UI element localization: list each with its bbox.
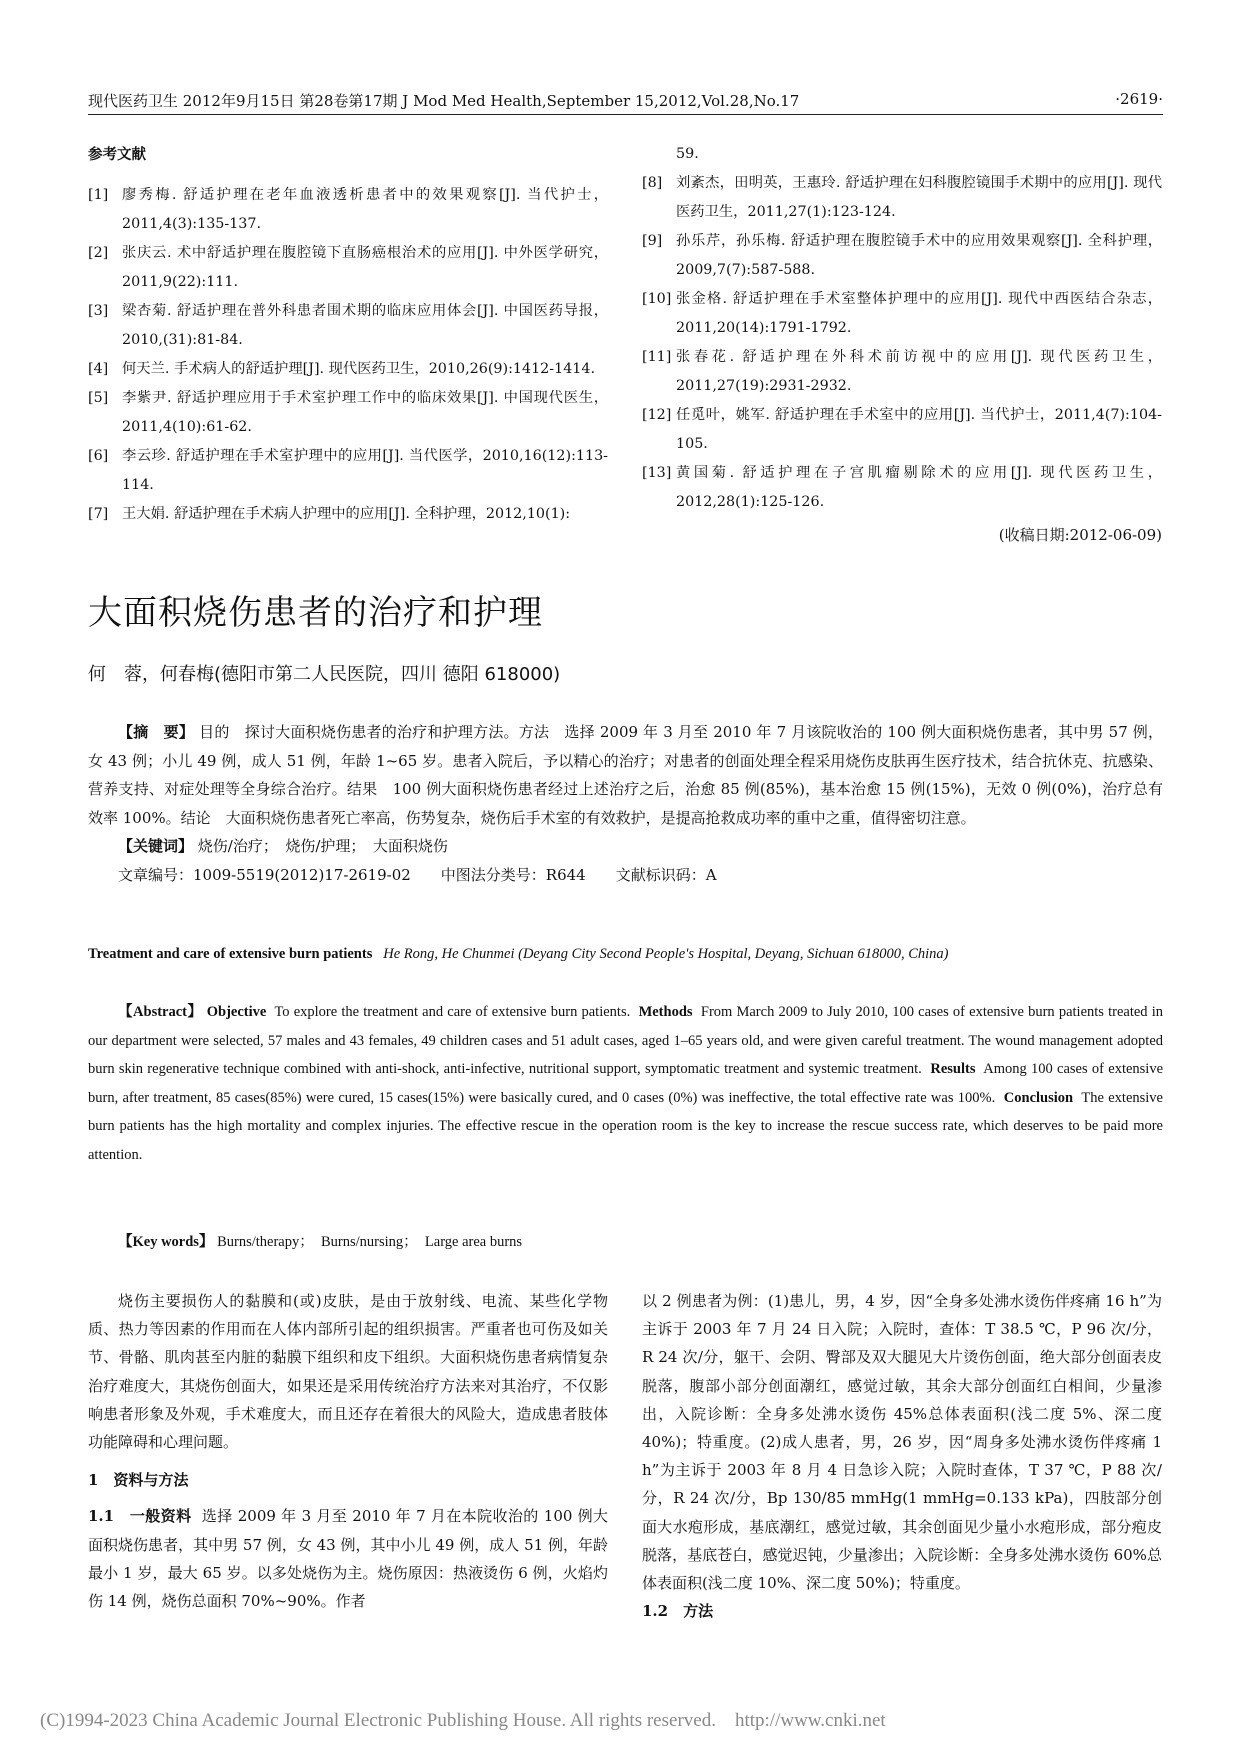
reference-number: [4] [88, 361, 109, 377]
reference-number: [9] [642, 233, 663, 249]
reference-item [88, 355, 608, 384]
reference-text: 梁杏菊. 舒适护理在普外科患者围术期的临床应用体会[J]. 中国医药导报，2010,(31):81-84. [122, 303, 608, 348]
reference-text: 任觅叶，姚军. 舒适护理在手术室中的应用[J]. 当代护士，2011,4(7):104-105. [676, 407, 1162, 452]
english-abstract-label: 【Abstract】 [118, 1004, 203, 1020]
english-keywords-label: 【Key words】 [118, 1234, 214, 1250]
page-number: ·2619· [1115, 90, 1163, 108]
case-paragraph: 以 2 例患者为例：(1)患儿，男，4 岁，因“全身多处沸水烫伤伴疼痛 16 h”为主诉于 2003 年 7 月 24 日入院；入院时，查体：T 38.5 ℃，P 96 次/分，R 24 次/分，躯干、会阴、臀部及双大腿见大片烫伤创面，绝大部分创面表皮脱落，腹部小部分创面潮红，感觉过敏，其余大部分创面红白相间，少量渗出，入院诊断：全身多处沸水烫伤 45%总体表面积(浅二度 5%、深二度 40%)；特重度。(2)成人患者，男，26 岁，因“周身多处沸水烫伤伴疼痛 1 h”为主诉于 2003 年 8 月 4 日急诊入院；入院时查体，T 37 ℃，P 88 次/分，R 24 次/分，Bp 130/85 mmHg(1 mmHg=0.133 kPa)，四肢部分创面大水疱形成，基底潮红，感觉过敏，其余创面见少量小水疱形成，部分疱皮脱落，基底苍白，感觉迟钝，少量渗出；入院诊断：全身多处沸水烫伤 60%总体表面积(浅二度 10%、深二度 50%)；特重度。 [642, 1292, 1162, 1593]
references-title: 参考文献 [88, 146, 146, 163]
reference-item [642, 227, 1162, 285]
reference-number: [1] [88, 187, 109, 203]
keywords-label: 【关键词】 [118, 837, 194, 855]
abstract-paragraph [88, 718, 1163, 832]
subsection-1-1 [88, 1502, 608, 1615]
reference-text: 刘紊杰，田明英，王惠玲. 舒适护理在妇科腹腔镜围手术期中的应用[J]. 现代医药卫生，2011,27(1):123-124. [676, 175, 1162, 220]
results-label: Results [930, 1061, 976, 1077]
reference-number: [10] [642, 291, 672, 307]
reference-text: 张庆云. 术中舒适护理在腹腔镜下直肠癌根治术的应用[J]. 中外医学研究，2011,9(22):111. [122, 245, 608, 290]
reference-number: [5] [88, 390, 109, 406]
meta-line: 文章编号：1009-5519(2012)17-2619-02 中图法分类号：R644 文献标识码：A [118, 865, 717, 884]
reference-text: 张金格. 舒适护理在手术室整体护理中的应用[J]. 现代中西医结合杂志，2011,20(14):1791-1792. [676, 291, 1162, 336]
reference-text: 李云珍. 舒适护理在手术室护理中的应用[J]. 当代医学，2010,16(12):113-114. [122, 448, 608, 493]
article-authors: 何 蓉，何春梅(德阳市第二人民医院，四川 德阳 618000) [88, 664, 561, 685]
reference-item [642, 285, 1162, 343]
section-heading: 1 资料与方法 [88, 1471, 189, 1490]
reference-number: [12] [642, 407, 672, 423]
subsection-1-2: 1.2 方法 [642, 1602, 714, 1621]
conclusion-label: Conclusion [1003, 1089, 1074, 1106]
reference-item [88, 384, 608, 442]
reference-text: 王大娟. 舒适护理在手术病人护理中的应用[J]. 全科护理，2012,10(1): [122, 506, 571, 522]
english-keywords-text: Burns/therapy； Burns/nursing； Large area burns [217, 1234, 523, 1250]
reference-item [642, 169, 1162, 227]
reference-item [88, 297, 608, 355]
reference-text: 孙乐芹，孙乐梅. 舒适护理在腹腔镜手术中的应用效果观察[J]. 全科护理，2009,7(7):587-588. [676, 233, 1162, 278]
body-left-column [88, 1287, 608, 1615]
keywords-text: 烧伤/治疗； 烧伤/护理； 大面积烧伤 [197, 837, 448, 855]
english-header [88, 940, 1163, 969]
english-keywords [88, 1228, 1163, 1257]
references-right-column [642, 140, 1162, 550]
header-rule [88, 114, 1163, 115]
reference-number: [13] [642, 465, 672, 481]
references-left-column [88, 140, 608, 529]
reference-text: 黄国菊. 舒适护理在子宫肌瘤剔除术的应用[J]. 现代医药卫生，2012,28(1):125-126. [676, 465, 1162, 510]
reference-item [88, 500, 608, 529]
conclusion-text: The extensive burn patients has the high mortality and complex injuries. The effective rescue in the operation room is the key to increase the rescue success rate, which deserves to be paid more attention. [88, 1089, 1163, 1163]
objective-label: Objective [206, 1004, 267, 1020]
reference-item [88, 442, 608, 500]
english-authors: He Rong, He Chunmei (Deyang City Second People's Hospital, Deyang, Sichuan 618000, China) [383, 946, 949, 962]
reference-continuation: 59. [676, 146, 699, 162]
running-header [88, 90, 1163, 111]
english-title: Treatment and care of extensive burn patients [88, 946, 373, 962]
reference-number: [6] [88, 448, 109, 464]
reference-item [88, 181, 608, 239]
reference-item [88, 239, 608, 297]
received-date: (收稿日期:2012-06-09) [998, 526, 1162, 544]
reference-text: 何天兰. 手术病人的舒适护理[J]. 现代医药卫生，2010,26(9):1412-1414. [122, 361, 596, 377]
methods-text: From March 2009 to July 2010, 100 cases of extensive burn patients treated in our department were selected, 57 males and 43 females, 49 children cases and 51 adult cases, aged 1–65 years old, and were given careful treatment. The wound management adopted burn skin regenerative technique combined with anti-shock, anti-infective, nutritional support, symptomatic treatment and systemic treatment. [88, 1004, 1164, 1077]
copyright-footer: (C)1994-2023 China Academic Journal Electronic Publishing House. All rights reserved. http://www.cnki.net [40, 1710, 886, 1731]
reference-item [642, 343, 1162, 401]
reference-text: 廖秀梅. 舒适护理在老年血液透析患者中的效果观察[J]. 当代护士，2011,4(3):135-137. [122, 187, 608, 232]
reference-text: 李紫尹. 舒适护理应用于手术室护理工作中的临床效果[J]. 中国现代医生，2011,4(10):61-62. [122, 390, 608, 435]
reference-item [642, 401, 1162, 459]
article-title: 大面积烧伤患者的治疗和护理 [88, 593, 543, 633]
reference-number: [11] [642, 349, 672, 365]
abstract-text: 目的 探讨大面积烧伤患者的治疗和护理方法。方法 选择 2009 年 3 月至 2010 年 7 月该院收治的 100 例大面积烧伤患者，其中男 57 例，女 43 例；小儿 49 例，成人 51 例，年龄 1~65 岁。患者入院后，予以精心的治疗；对患者的创面处理全程采用烧伤皮肤再生医疗技术，结合抗休克、抗感染、营养支持、对症处理等全身综合治疗。结果 100 例大面积烧伤患者经过上述治疗之后，治愈 85 例(85%)，基本治愈 15 例(15%)，无效 0 例(0%)，治疗总有效率 100%。结论 大面积烧伤患者死亡率高，伤势复杂，烧伤后手术室的有效救护，是提高抢救成功率的重中之重，值得密切注意。 [88, 723, 1163, 827]
intro-paragraph: 烧伤主要损伤人的黏膜和(或)皮肤，是由于放射线、电流、某些化学物质、热力等因素的作用而在人体内部所引起的组织损害。严重者也可伤及如关节、骨骼、肌肉甚至内脏的黏膜下组织和皮下组织。大面积烧伤患者病情复杂治疗难度大，其烧伤创面大，如果还是采用传统治疗方法来对其治疗，不仅影响患者形象及外观，手术难度大，而且还存在着很大的风险大，造成患者肢体功能障碍和心理问题。 [88, 1292, 608, 1452]
methods-label: Methods [638, 1004, 693, 1020]
chinese-abstract [88, 718, 1163, 889]
journal-info: 现代医药卫生 2012年9月15日 第28卷第17期 J Mod Med Health,September 15,2012,Vol.28,No.17 [88, 92, 800, 110]
reference-number: [7] [88, 506, 109, 522]
reference-text: 张春花. 舒适护理在外科术前访视中的应用[J]. 现代医药卫生，2011,27(19):2931-2932. [676, 349, 1162, 394]
reference-item [642, 459, 1162, 517]
objective-text: To explore the treatment and care of extensive burn patients. [274, 1004, 631, 1020]
english-abstract [88, 998, 1163, 1169]
body-right-column [642, 1287, 1162, 1625]
results-text: Among 100 cases of extensive burn, after treatment, 85 cases(85%) were cured, 15 cases(15%) were basically cured, and 0 cases (0%) was ineffective, the total effective rate was 100%. [88, 1061, 1164, 1106]
keywords-line [88, 832, 1163, 861]
subsection-text: 选择 2009 年 3 月至 2010 年 7 月在本院收治的 100 例大面积烧伤患者，其中男 57 例，女 43 例，其中小儿 49 例，成人 51 例，年龄最小 1 岁，最大 65 岁。以多处烧伤为主。烧伤原因：热液烫伤 6 例，火焰灼伤 14 例，烧伤总面积 70%~90%。作者 [88, 1507, 608, 1611]
abstract-label: 【摘 要】 [118, 723, 195, 741]
reference-number: [2] [88, 245, 109, 261]
reference-number: [8] [642, 175, 663, 191]
subsection-label: 1.1 一般资料 [88, 1507, 192, 1526]
reference-number: [3] [88, 303, 109, 319]
